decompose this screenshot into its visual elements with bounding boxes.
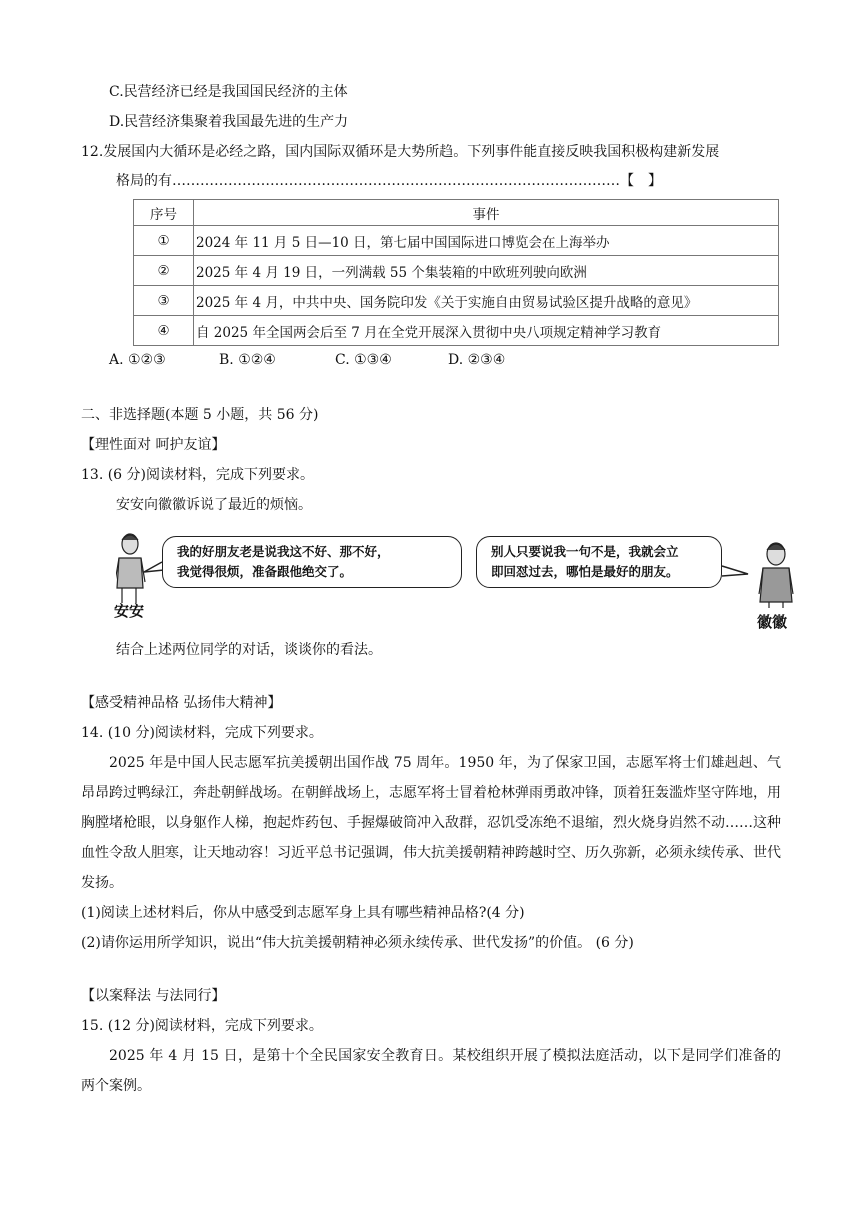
name-right: 徽徽: [757, 613, 788, 631]
q12-stem-line2: 格局的有……………………………………………………………………………………【 】: [116, 173, 662, 189]
bubble-right-line2: 即回怼过去，哪怕是最好的朋友。: [491, 564, 679, 579]
student-right-icon: [759, 543, 793, 608]
table-row: [134, 316, 779, 346]
q15-stem: 15. (12 分)阅读材料，完成下列要求。: [81, 1018, 323, 1034]
q14-material-text: 2025 年是中国人民志愿军抗美援朝出国作战 75 周年。1950 年，为了保家卫国，志愿军将士们雄赳赳、气昂昂跨过鸭绿江，奔赴朝鲜战场。在朝鲜战场上，志愿军将士冒着枪林弹雨勇敢冲锋，顶着狂轰滥炸坚守阵地，用胸膛堵枪眼，以身躯作人梯，抱起炸药包、手握爆破筒冲入敌群，忍饥受冻绝不退缩，烈火烧身岿然不动……这种血性令敌人胆寒，让天地动容！习近平总书记强调，伟大抗美援朝精神跨越时空、历久弥新，必须永续传承、世代发扬。: [81, 755, 781, 891]
row-number: ③: [134, 286, 194, 316]
student-left-icon: [116, 534, 145, 603]
q14-sub2: (2)请你运用所学知识，说出“伟大抗美援朝精神必须永续传承、世代发扬”的价值。 (6 分): [81, 935, 634, 951]
q15-material: [81, 1041, 781, 1101]
events-table: [133, 199, 779, 346]
q15-material-text: 2025 年 4 月 15 日，是第十个全民国家安全教育日。某校组织开展了模拟法庭活动，以下是同学们准备的两个案例。: [81, 1048, 781, 1094]
speech-bubble-right: [476, 536, 722, 588]
header-number: 序号: [134, 200, 194, 226]
q15-topic: 【以案释法 与法同行】: [81, 988, 226, 1004]
bubble-left-line2: 我觉得很烦，准备跟他绝交了。: [177, 564, 353, 579]
speech-bubble-left: [162, 536, 462, 588]
row-event: 自 2025 年全国两会后至 7 月在全党开展深入贯彻中央八项规定精神学习教育: [194, 316, 779, 346]
q13-stem: 13. (6 分)阅读材料，完成下列要求。: [81, 467, 314, 483]
header-event: 事件: [194, 200, 779, 226]
option-d: D. ②③④: [448, 352, 506, 368]
q12-stem-line1: 12.发展国内大循环是必经之路，国内国际双循环是大势所趋。下列事件能直接反映我国积极构建新发展: [81, 144, 720, 160]
option-a: A. ①②③: [109, 352, 166, 368]
q12-options: [109, 352, 505, 368]
q13-question: 结合上述两位同学的对话，谈谈你的看法。: [116, 642, 382, 658]
q13-topic: 【理性面对 呵护友谊】: [81, 437, 226, 453]
q13-intro: 安安向徽徽诉说了最近的烦恼。: [116, 497, 312, 513]
table-row: [134, 256, 779, 286]
row-number: ④: [134, 316, 194, 346]
row-event: 2024 年 11 月 5 日—10 日，第七届中国国际进口博览会在上海举办: [194, 226, 779, 256]
name-left: 安安: [114, 602, 145, 620]
table-row: [134, 286, 779, 316]
option-c: C.民营经济已经是我国国民经济的主体: [109, 84, 348, 100]
bubble-right-line1: 别人只要说我一句不是，我就会立: [491, 544, 679, 559]
dialogue-illustration: [116, 528, 801, 633]
row-event: 2025 年 4 月，中共中央、国务院印发《关于实施自由贸易试验区提升战略的意见》: [194, 286, 779, 316]
q14-stem: 14. (10 分)阅读材料，完成下列要求。: [81, 725, 323, 741]
option-d: D.民营经济集聚着我国最先进的生产力: [109, 114, 349, 130]
row-event: 2025 年 4 月 19 日，一列满载 55 个集装箱的中欧班列驶向欧洲: [194, 256, 779, 286]
q14-sub1: (1)阅读上述材料后，你从中感受到志愿军身上具有哪些精神品格?(4 分): [81, 905, 525, 921]
row-number: ①: [134, 226, 194, 256]
bubble-left-line1: 我的好朋友老是说我这不好、那不好，: [177, 544, 390, 559]
table-header-row: [134, 200, 779, 226]
q14-material: [81, 748, 781, 898]
option-c: C. ①③④: [335, 352, 392, 368]
table-row: [134, 226, 779, 256]
q14-topic: 【感受精神品格 弘扬伟大精神】: [81, 695, 282, 711]
section-heading: 二、非选择题(本题 5 小题，共 56 分): [81, 407, 319, 423]
option-b: B. ①②④: [219, 352, 276, 368]
row-number: ②: [134, 256, 194, 286]
